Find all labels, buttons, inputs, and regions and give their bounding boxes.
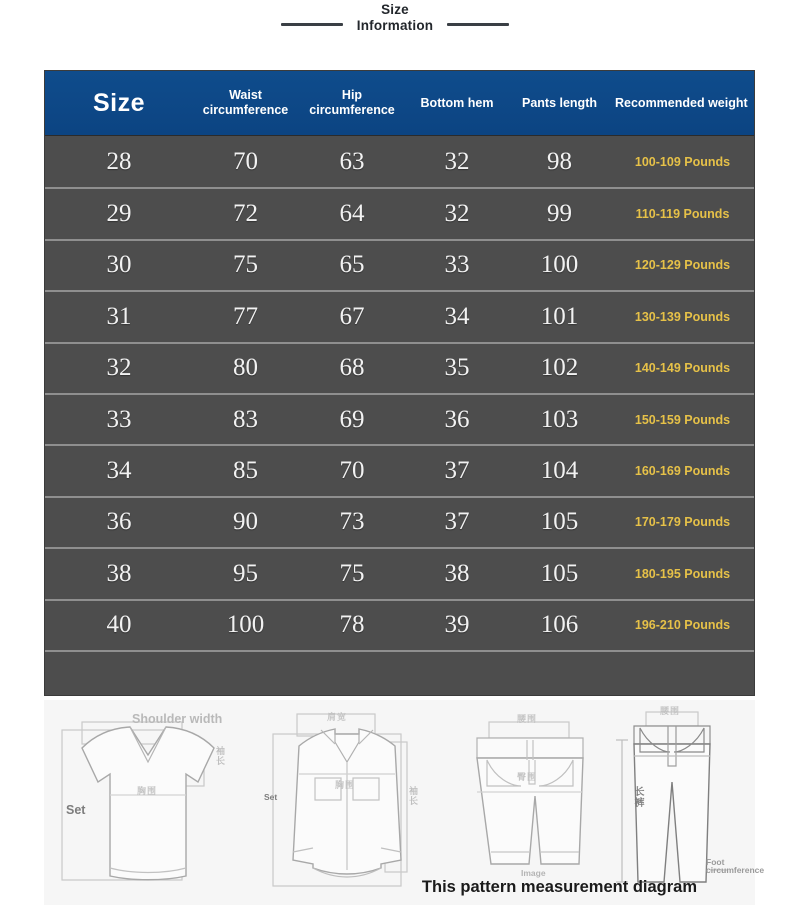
table-row (45, 239, 754, 290)
cell-weight: 150-159 Pounds (634, 412, 731, 427)
shirt-set-label: Set (264, 792, 278, 802)
cell-weight: 140-149 Pounds (634, 361, 731, 376)
cell-weight: 170-179 Pounds (634, 515, 731, 530)
column-header-pants-length: Pants length (521, 95, 597, 110)
cell-waist: 100 (226, 611, 265, 639)
table-row (45, 290, 754, 341)
cell-hem: 39 (444, 611, 470, 639)
tshirt-chest-label-cn: 胸围 (137, 786, 158, 796)
table-row (45, 187, 754, 238)
cell-length: 100 (540, 251, 579, 279)
table-body (45, 136, 754, 650)
cell-waist: 77 (233, 302, 258, 330)
cell-weight: 110-119 Pounds (635, 207, 730, 222)
cell-hip: 70 (339, 457, 365, 485)
cell-hip: 73 (339, 508, 365, 536)
title-text (357, 2, 433, 34)
cell-waist: 75 (233, 251, 258, 279)
tshirt-shoulder-width-label: Shoulder width (132, 712, 223, 726)
table-header-row (45, 71, 754, 136)
table-row (45, 599, 754, 650)
shorts-waist-label-cn: 腰围 (517, 714, 538, 724)
cell-waist: 83 (233, 405, 258, 433)
shirt-shoulder-label-cn: 肩宽 (327, 712, 348, 722)
table-row (45, 444, 754, 495)
cell-waist: 90 (233, 508, 258, 536)
cell-length: 105 (540, 559, 579, 587)
cell-length: 101 (540, 302, 579, 330)
cell-size: 29 (106, 200, 132, 228)
cell-hip: 65 (339, 251, 365, 279)
shirt-chest-label-cn: 胸围 (335, 780, 356, 790)
cell-size: 28 (106, 147, 132, 175)
shirt-diagram (259, 700, 465, 905)
table-row (45, 496, 754, 547)
column-header-size: Size (92, 88, 146, 117)
column-header-recommended-weight: Recommended weight (615, 95, 748, 110)
cell-hem: 32 (444, 200, 470, 228)
cell-size: 38 (106, 559, 132, 587)
cell-weight: 160-169 Pounds (634, 464, 731, 479)
cell-hem: 38 (444, 559, 470, 587)
cell-waist: 95 (233, 559, 258, 587)
cell-size: 31 (106, 302, 132, 330)
pants-foot-circumference-label: Foot circumference (706, 857, 765, 875)
cell-waist: 85 (233, 457, 258, 485)
cell-length: 103 (540, 405, 579, 433)
shirt-sleeve-label-cn: 袖长 (408, 786, 418, 806)
pants-diagram (610, 700, 765, 905)
cell-length: 98 (547, 147, 572, 175)
cell-hem: 34 (444, 302, 470, 330)
tshirt-diagram (44, 700, 259, 905)
size-table (44, 70, 755, 696)
cell-weight: 120-129 Pounds (634, 258, 731, 273)
diagram-caption: This pattern measurement diagram (421, 878, 697, 896)
cell-size: 34 (106, 457, 132, 485)
cell-weight: 100-109 Pounds (634, 154, 731, 169)
cell-waist: 72 (233, 200, 258, 228)
column-header-hip-circumference: Hip circumference (309, 88, 395, 117)
cell-hip: 63 (339, 147, 365, 175)
cell-hem: 32 (444, 147, 470, 175)
tshirt-sleeve-label-cn: 袖长 (215, 746, 225, 766)
title-rule-left (281, 23, 343, 26)
title-line-2: Information (356, 18, 434, 33)
title-rule-right (447, 23, 509, 26)
cell-hip: 64 (339, 200, 365, 228)
cell-weight: 180-195 Pounds (634, 566, 731, 581)
cell-hem: 35 (444, 354, 470, 382)
cell-size: 36 (106, 508, 132, 536)
cell-waist: 80 (233, 354, 258, 382)
cell-length: 106 (540, 611, 579, 639)
table-row-blank (45, 650, 754, 696)
cell-hip: 78 (339, 611, 365, 639)
shorts-diagram (465, 700, 610, 905)
tshirt-set-label: Set (66, 803, 86, 817)
column-header-waist-circumference: Waist circumference (202, 88, 289, 117)
cell-length: 102 (540, 354, 579, 382)
cell-size: 32 (106, 354, 132, 382)
shirt-icon (259, 700, 465, 905)
pants-length-label-cn: 长裤 (632, 786, 643, 808)
cell-hip: 75 (339, 559, 365, 587)
cell-length: 104 (540, 457, 579, 485)
cell-length: 99 (547, 200, 572, 228)
pants-waist-label-cn: 腰围 (660, 706, 681, 716)
measurement-diagram-strip (44, 700, 765, 905)
table-row (45, 342, 754, 393)
cell-hem: 37 (444, 508, 470, 536)
cell-weight: 130-139 Pounds (634, 309, 731, 324)
cell-hem: 36 (444, 405, 470, 433)
cell-hip: 69 (339, 405, 365, 433)
cell-length: 105 (540, 508, 579, 536)
page-title (0, 2, 790, 34)
cell-waist: 70 (233, 147, 258, 175)
cell-weight: 196-210 Pounds (634, 618, 731, 633)
cell-size: 30 (106, 251, 132, 279)
cell-hem: 37 (444, 457, 470, 485)
cell-hem: 33 (444, 251, 470, 279)
cell-size: 40 (106, 611, 132, 639)
cell-hip: 68 (339, 354, 365, 382)
table-row (45, 136, 754, 187)
table-row (45, 547, 754, 598)
cell-size: 33 (106, 405, 132, 433)
cell-hip: 67 (339, 302, 365, 330)
table-row (45, 393, 754, 444)
shorts-image-label: Image (521, 868, 546, 878)
column-header-bottom-hem: Bottom hem (420, 95, 494, 110)
shorts-hip-label-cn: 臀围 (517, 772, 538, 782)
title-line-1: Size (381, 2, 409, 17)
